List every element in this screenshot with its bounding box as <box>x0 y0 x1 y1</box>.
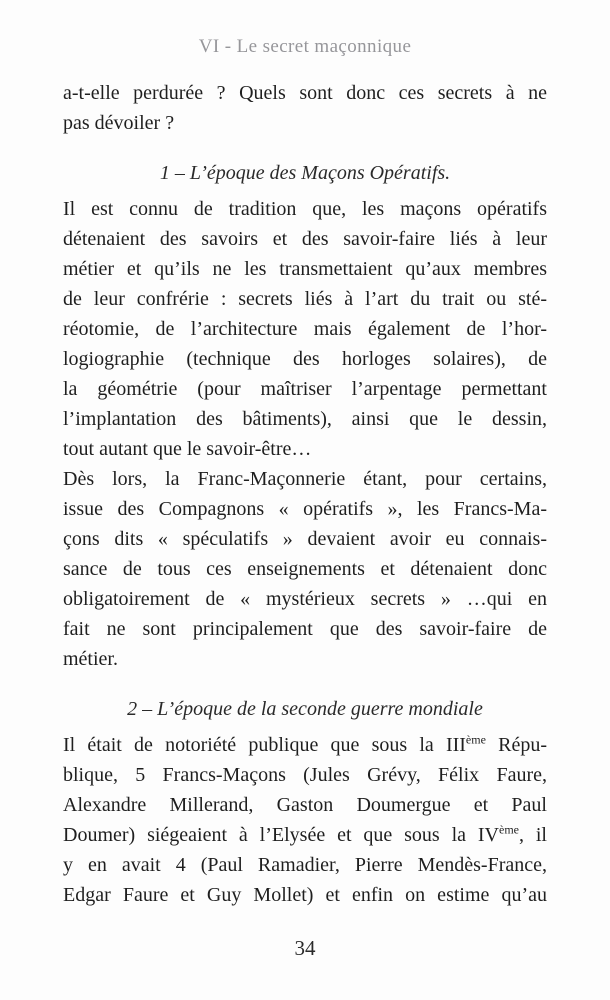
section-heading: 1 – L’époque des Maçons Opératifs. <box>159 162 451 184</box>
text-line: çons dits « spéculatifs » devaient avoir eu connais- <box>63 528 547 550</box>
text-line: la géométrie (pour maîtriser l’arpentage permettant <box>63 378 547 400</box>
text-line: pas dévoiler ? <box>63 112 175 134</box>
text-line: blique, 5 Francs-Maçons (Jules Grévy, Félix Faure, <box>63 764 547 786</box>
running-header: VI - Le secret maçonnique <box>198 36 412 57</box>
text-line: l’implantation des bâtiments), ainsi que le dessin, <box>63 408 547 430</box>
section-heading: 2 – L’époque de la seconde guerre mondiale <box>127 698 483 720</box>
text-line: Dès lors, la Franc-Maçonnerie étant, pour certains, <box>63 468 547 490</box>
text-line: a-t-elle perdurée ? Quels sont donc ces secrets à ne <box>63 82 547 104</box>
text-line: réotomie, de l’architecture mais également de l’hor- <box>63 318 547 340</box>
text-line: Il était de notoriété publique que sous la IIIème Répu- <box>63 732 547 756</box>
text-line: Il est connu de tradition que, les maçons opératifs <box>63 198 547 220</box>
paragraph <box>63 78 547 138</box>
text-line: Edgar Faure et Guy Mollet) et enfin on estime qu’au <box>63 884 547 906</box>
paragraph <box>63 464 547 674</box>
text-line: détenaient des savoirs et des savoir-faire liés à leur <box>63 228 547 250</box>
text-line: sance de tous ces enseignements et détenaient donc <box>63 558 547 580</box>
superscript-ordinal: ème <box>465 732 486 747</box>
page-number: 34 <box>294 936 316 960</box>
paragraph <box>63 730 547 910</box>
text-line: issue des Compagnons « opératifs », les Francs-Ma- <box>63 498 547 520</box>
text-line: Doumer) siégeaient à l’Elysée et que sous la IVème, il <box>63 822 547 846</box>
text-line: obligatoirement de « mystérieux secrets » …qui en <box>63 588 547 610</box>
paragraph <box>63 194 547 464</box>
text-line: y en avait 4 (Paul Ramadier, Pierre Mendès-France, <box>63 854 547 876</box>
page-content <box>63 78 547 910</box>
text-line: de leur confrérie : secrets liés à l’art du trait ou sté- <box>63 288 547 310</box>
text-line: métier et qu’ils ne les transmettaient qu’aux membres <box>63 258 547 280</box>
text-line: tout autant que le savoir-être… <box>63 438 312 460</box>
text-line: fait ne sont principalement que des savoir-faire de <box>63 618 547 640</box>
text-line: Alexandre Millerand, Gaston Doumergue et Paul <box>63 794 547 816</box>
text-line: logiographie (technique des horloges solaires), de <box>63 348 547 370</box>
text-line: métier. <box>63 648 118 670</box>
superscript-ordinal: ème <box>499 822 519 837</box>
